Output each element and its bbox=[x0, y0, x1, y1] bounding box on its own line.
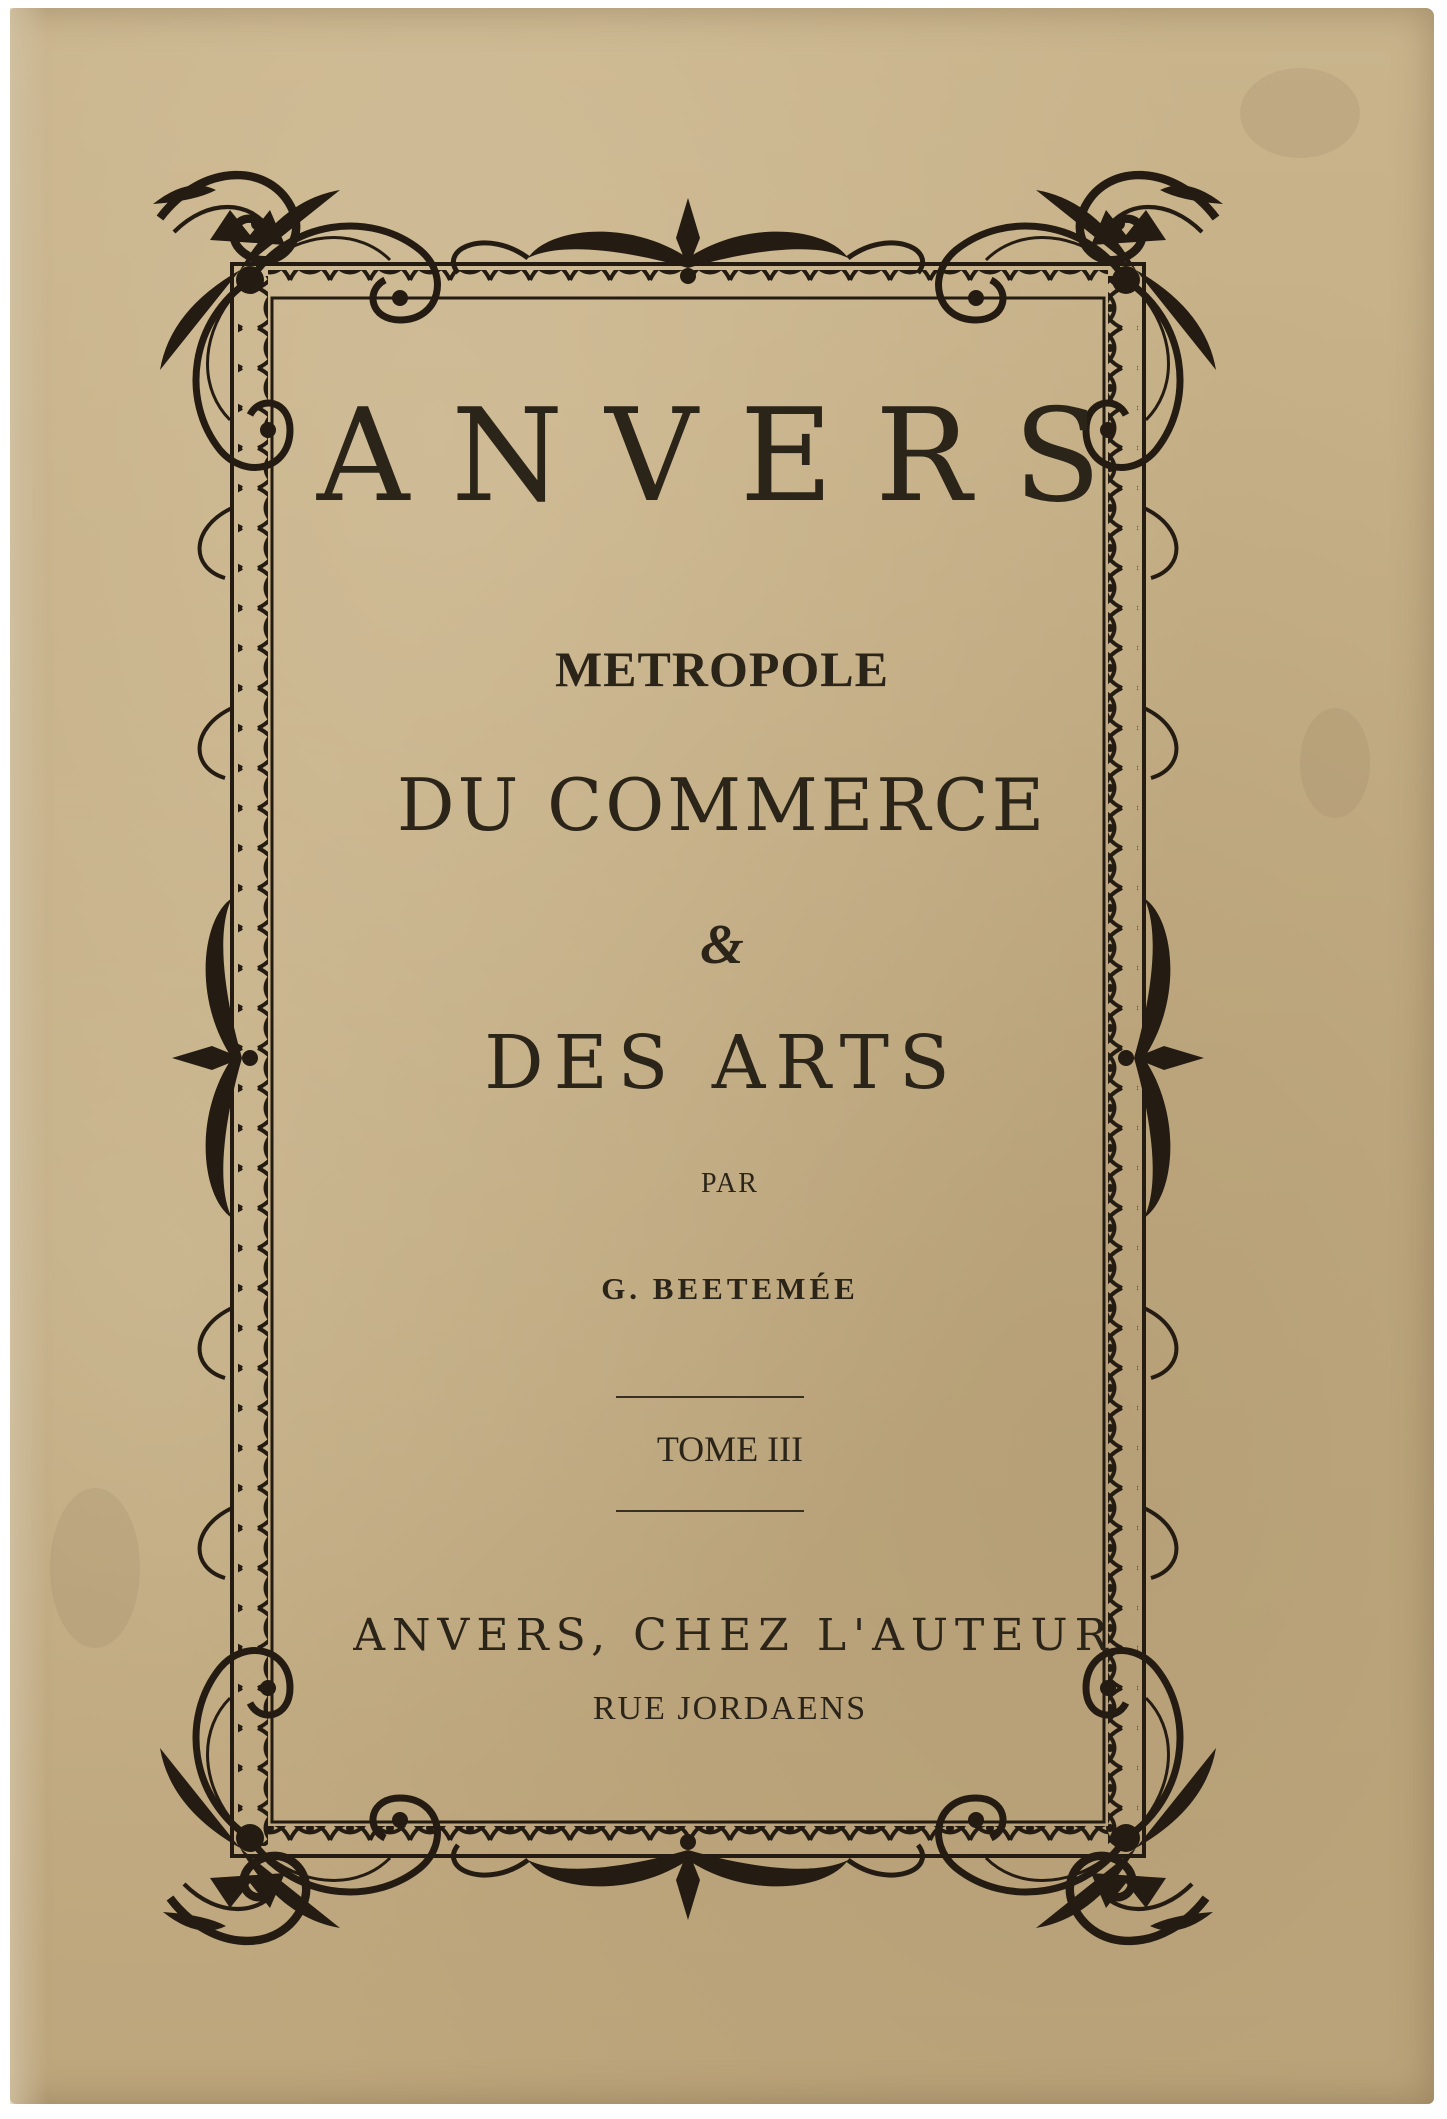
cover-ampersand: & bbox=[700, 914, 744, 976]
cover-subtitle-arts: DES ARTS bbox=[484, 1020, 960, 1106]
cover-address: RUE JORDAENS bbox=[592, 1690, 868, 1727]
divider-top bbox=[616, 1396, 804, 1398]
cover-by-label: PAR bbox=[701, 1168, 759, 1199]
cover-publisher: ANVERS, CHEZ L'AUTEUR bbox=[353, 1610, 1115, 1661]
book-cover bbox=[10, 8, 1434, 2104]
cover-subtitle-metropole: METROPOLE bbox=[554, 641, 890, 697]
cover-title: ANVERS bbox=[316, 382, 1144, 531]
cover-author: G. BEETEMÉE bbox=[601, 1271, 859, 1306]
cover-volume: TOME III bbox=[656, 1429, 804, 1469]
divider-bottom bbox=[616, 1510, 804, 1512]
cover-subtitle-commerce: DU COMMERCE bbox=[396, 763, 1048, 847]
